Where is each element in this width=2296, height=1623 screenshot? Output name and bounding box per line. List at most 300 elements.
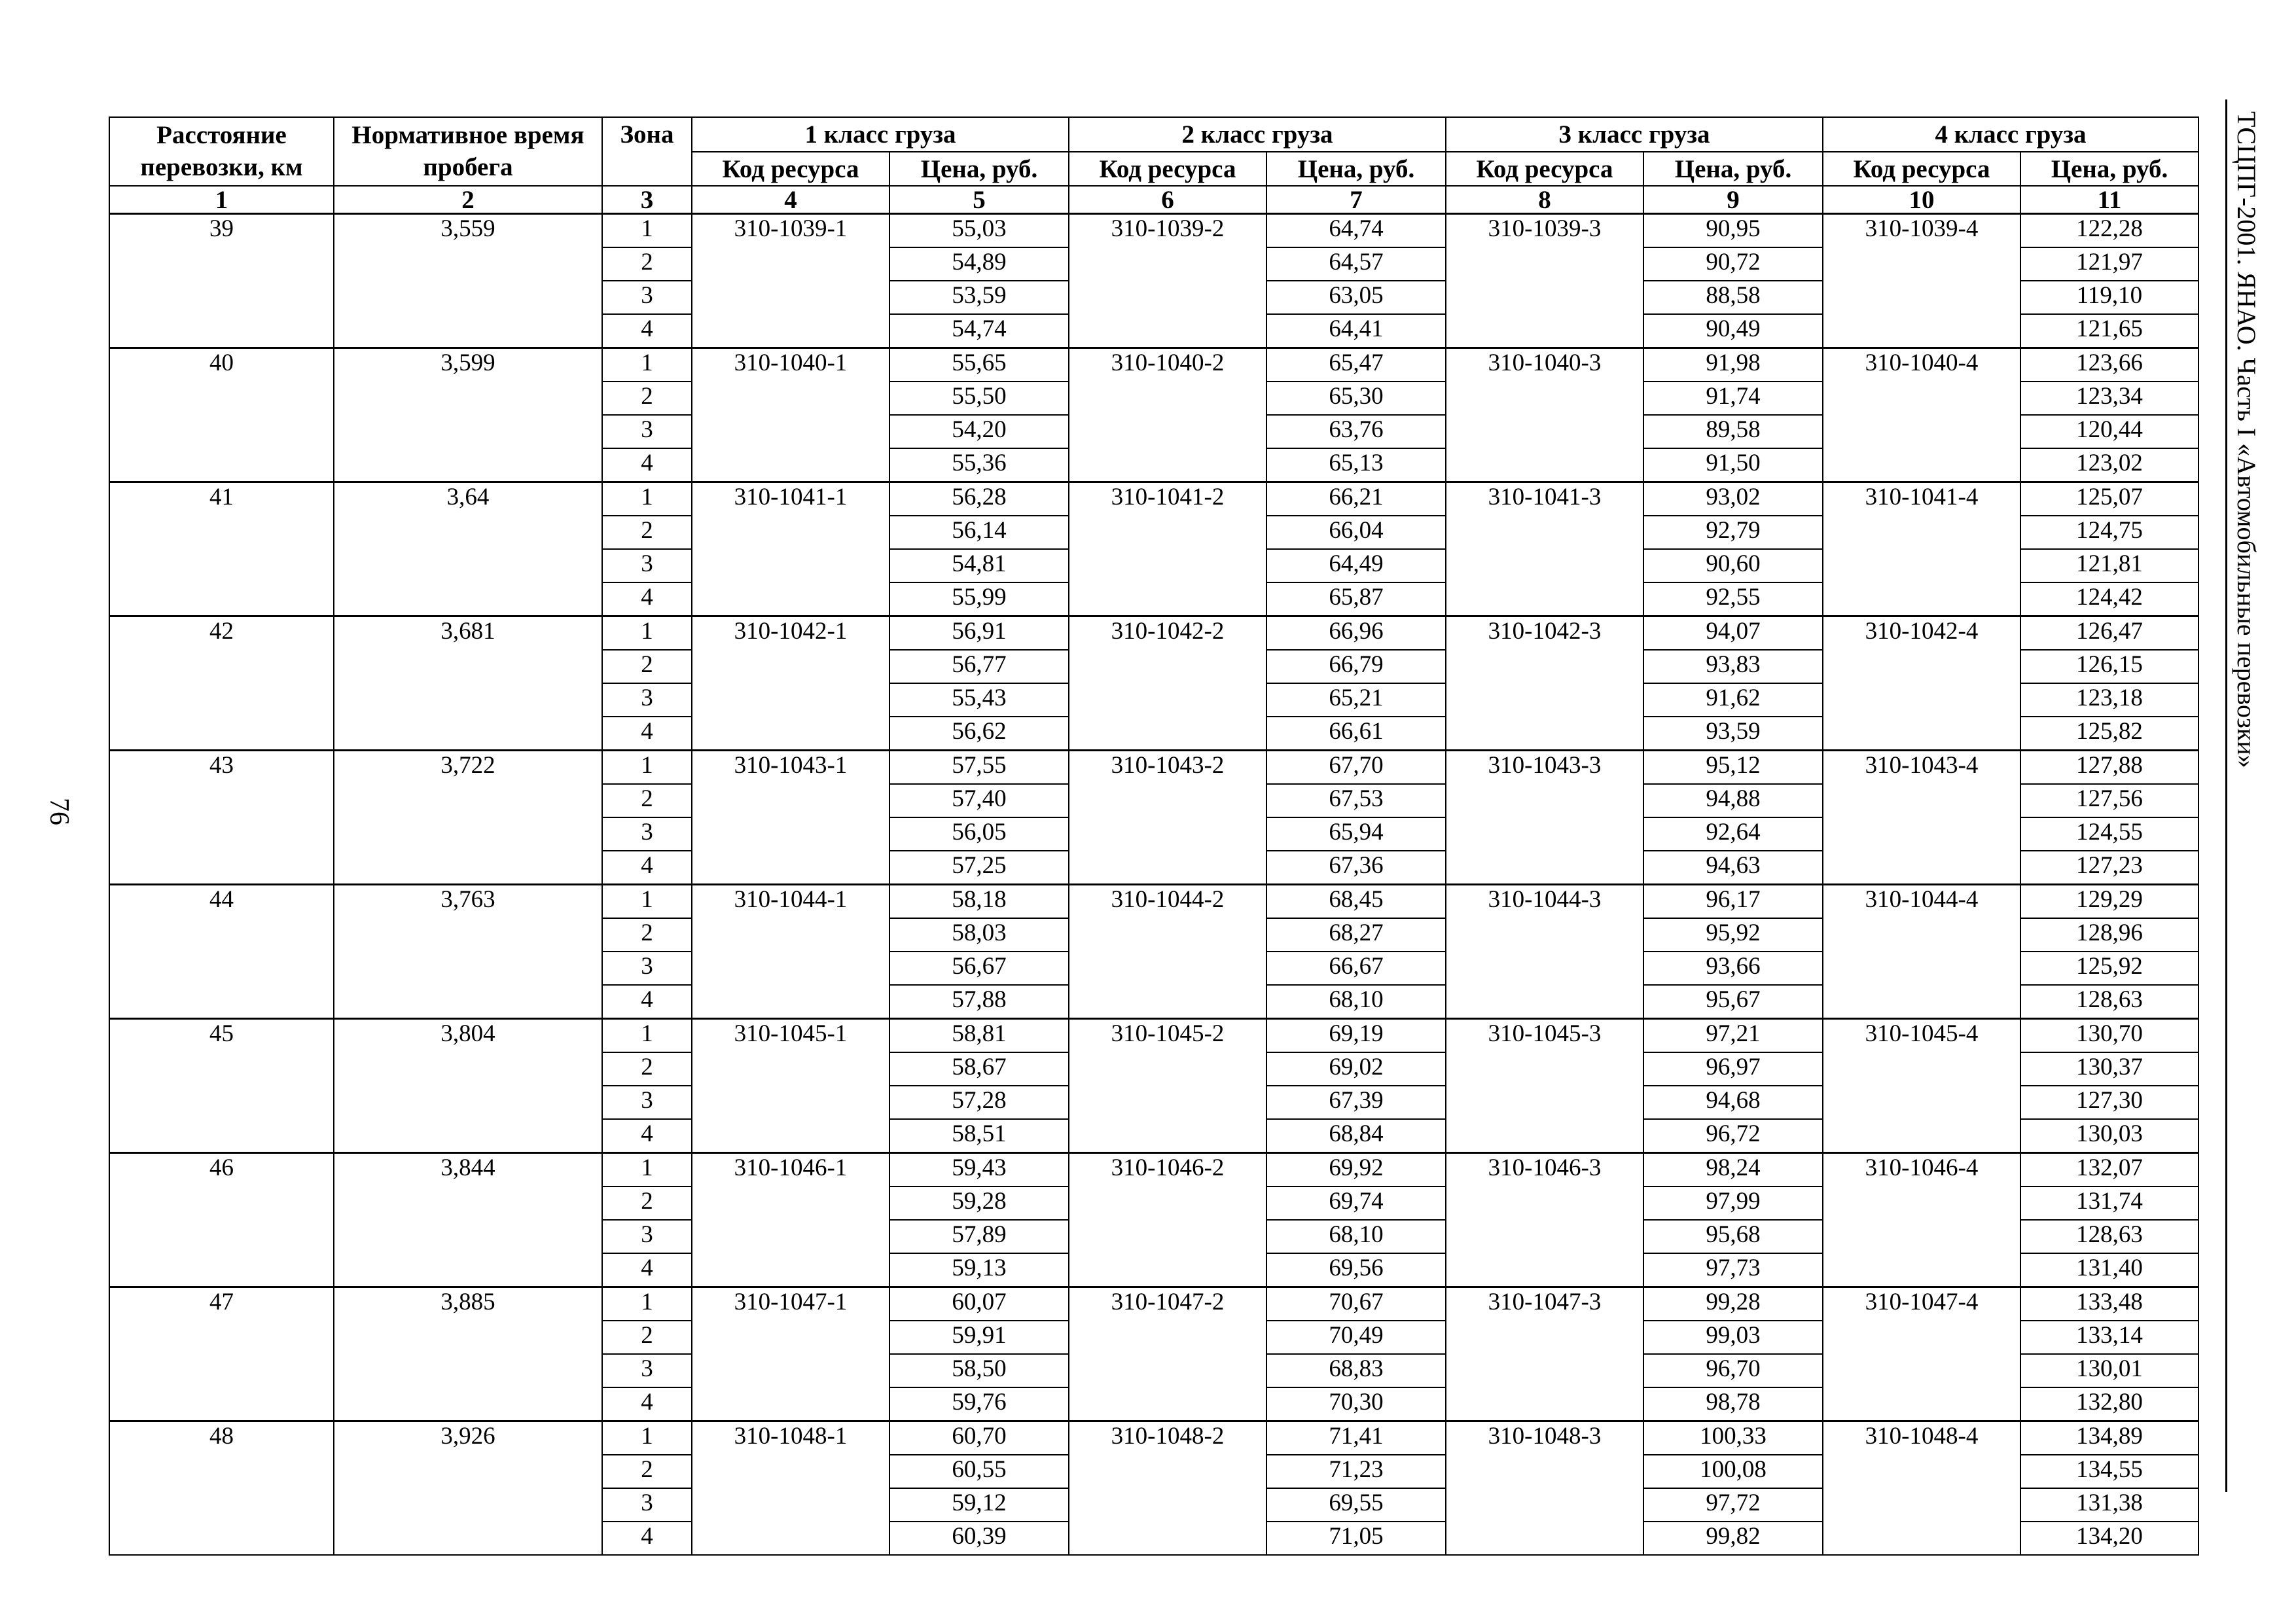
header-zone: Зона [602, 117, 692, 186]
price-cell-class-4: 121,65 [2020, 314, 2198, 348]
code-cell-class-3: 310-1041-3 [1446, 482, 1643, 616]
price-cell-class-1: 56,67 [889, 952, 1069, 985]
zone-cell: 2 [602, 247, 692, 281]
price-cell-class-1: 59,91 [889, 1321, 1069, 1354]
column-number: 5 [889, 186, 1069, 214]
price-cell-class-2: 64,74 [1266, 214, 1446, 248]
price-cell-class-4: 127,56 [2020, 784, 2198, 817]
code-cell-class-4: 310-1043-4 [1823, 751, 2020, 885]
price-cell-class-2: 65,21 [1266, 683, 1446, 717]
table-row [109, 885, 2198, 919]
zone-cell: 1 [602, 1287, 692, 1321]
price-cell-class-4: 124,75 [2020, 516, 2198, 549]
price-cell-class-2: 63,76 [1266, 415, 1446, 448]
price-cell-class-2: 69,02 [1266, 1052, 1446, 1086]
zone-cell: 3 [602, 549, 692, 582]
price-cell-class-3: 92,55 [1643, 582, 1823, 616]
code-cell-class-2: 310-1045-2 [1069, 1019, 1266, 1153]
price-cell-class-1: 59,28 [889, 1186, 1069, 1220]
column-number: 7 [1266, 186, 1446, 214]
zone-cell: 4 [602, 1522, 692, 1555]
zone-cell: 3 [602, 1220, 692, 1253]
column-number-row [109, 186, 2198, 214]
zone-cell: 4 [602, 582, 692, 616]
price-cell-class-1: 59,12 [889, 1488, 1069, 1522]
zone-cell: 3 [602, 1488, 692, 1522]
price-cell-class-2: 68,83 [1266, 1354, 1446, 1387]
price-cell-class-1: 56,05 [889, 817, 1069, 851]
price-cell-class-4: 121,97 [2020, 247, 2198, 281]
price-cell-class-3: 95,12 [1643, 751, 1823, 785]
price-cell-class-4: 130,70 [2020, 1019, 2198, 1053]
price-cell-class-3: 90,95 [1643, 214, 1823, 248]
price-cell-class-3: 89,58 [1643, 415, 1823, 448]
code-cell-class-2: 310-1042-2 [1069, 616, 1266, 751]
price-cell-class-2: 69,55 [1266, 1488, 1446, 1522]
code-cell-class-2: 310-1043-2 [1069, 751, 1266, 885]
zone-cell: 2 [602, 784, 692, 817]
price-cell-class-4: 123,34 [2020, 382, 2198, 415]
price-cell-class-3: 91,50 [1643, 448, 1823, 482]
zone-cell: 3 [602, 952, 692, 985]
price-cell-class-1: 55,99 [889, 582, 1069, 616]
price-cell-class-1: 56,28 [889, 482, 1069, 516]
column-number: 10 [1823, 186, 2020, 214]
header-price: Цена, руб. [1643, 152, 1823, 186]
price-cell-class-1: 55,50 [889, 382, 1069, 415]
zone-cell: 3 [602, 683, 692, 717]
price-cell-class-2: 70,49 [1266, 1321, 1446, 1354]
price-cell-class-2: 67,70 [1266, 751, 1446, 785]
price-cell-class-1: 54,20 [889, 415, 1069, 448]
zone-cell: 2 [602, 1186, 692, 1220]
header-time: Нормативное время пробега [334, 117, 602, 186]
distance-cell: 46 [109, 1153, 334, 1287]
price-cell-class-2: 67,53 [1266, 784, 1446, 817]
zone-cell: 1 [602, 616, 692, 651]
zone-cell: 4 [602, 314, 692, 348]
header-code: Код ресурса [1446, 152, 1643, 186]
zone-cell: 3 [602, 281, 692, 314]
running-header [2220, 111, 2272, 838]
price-cell-class-1: 58,81 [889, 1019, 1069, 1053]
distance-cell: 40 [109, 348, 334, 482]
price-cell-class-4: 131,40 [2020, 1253, 2198, 1287]
header-price: Цена, руб. [2020, 152, 2198, 186]
price-cell-class-3: 97,73 [1643, 1253, 1823, 1287]
zone-cell: 4 [602, 1119, 692, 1153]
price-cell-class-2: 68,10 [1266, 985, 1446, 1019]
header-code: Код ресурса [1069, 152, 1266, 186]
price-cell-class-3: 90,49 [1643, 314, 1823, 348]
zone-cell: 1 [602, 885, 692, 919]
column-number: 3 [602, 186, 692, 214]
price-cell-class-1: 57,40 [889, 784, 1069, 817]
price-cell-class-2: 64,41 [1266, 314, 1446, 348]
price-cell-class-3: 97,72 [1643, 1488, 1823, 1522]
running-header-text: ТСЦПГ-2001. ЯНАО. Часть I «Автомобильные перевозки» [2232, 111, 2261, 768]
price-cell-class-1: 54,89 [889, 247, 1069, 281]
code-cell-class-3: 310-1048-3 [1446, 1421, 1643, 1556]
price-cell-class-1: 58,03 [889, 918, 1069, 952]
price-cell-class-1: 56,77 [889, 650, 1069, 683]
zone-cell: 4 [602, 717, 692, 751]
price-cell-class-1: 60,70 [889, 1421, 1069, 1455]
distance-cell: 39 [109, 214, 334, 348]
price-cell-class-1: 58,50 [889, 1354, 1069, 1387]
table-row [109, 1421, 2198, 1455]
price-cell-class-2: 71,23 [1266, 1455, 1446, 1488]
zone-cell: 2 [602, 918, 692, 952]
header-code: Код ресурса [1823, 152, 2020, 186]
price-cell-class-3: 92,64 [1643, 817, 1823, 851]
price-cell-class-4: 128,96 [2020, 918, 2198, 952]
zone-cell: 2 [602, 1321, 692, 1354]
price-cell-class-4: 123,02 [2020, 448, 2198, 482]
header-rule [2225, 99, 2227, 1492]
table-row [109, 482, 2198, 516]
price-cell-class-3: 99,82 [1643, 1522, 1823, 1555]
code-cell-class-4: 310-1044-4 [1823, 885, 2020, 1019]
code-cell-class-3: 310-1040-3 [1446, 348, 1643, 482]
price-cell-class-1: 56,62 [889, 717, 1069, 751]
table-row [109, 348, 2198, 382]
time-cell: 3,559 [334, 214, 602, 348]
column-number: 1 [109, 186, 334, 214]
time-cell: 3,804 [334, 1019, 602, 1153]
price-cell-class-1: 55,03 [889, 214, 1069, 248]
code-cell-class-1: 310-1039-1 [692, 214, 889, 348]
price-cell-class-3: 96,70 [1643, 1354, 1823, 1387]
code-cell-class-4: 310-1041-4 [1823, 482, 2020, 616]
price-cell-class-4: 131,74 [2020, 1186, 2198, 1220]
price-cell-class-1: 56,14 [889, 516, 1069, 549]
price-cell-class-2: 66,67 [1266, 952, 1446, 985]
price-cell-class-1: 59,76 [889, 1387, 1069, 1421]
zone-cell: 1 [602, 214, 692, 248]
header-price: Цена, руб. [1266, 152, 1446, 186]
price-cell-class-4: 125,82 [2020, 717, 2198, 751]
code-cell-class-3: 310-1039-3 [1446, 214, 1643, 348]
table-body [109, 214, 2198, 1556]
table-row [109, 1287, 2198, 1321]
price-cell-class-2: 70,30 [1266, 1387, 1446, 1421]
price-cell-class-1: 56,91 [889, 616, 1069, 651]
price-cell-class-4: 125,07 [2020, 482, 2198, 516]
code-cell-class-1: 310-1044-1 [692, 885, 889, 1019]
price-cell-class-4: 130,03 [2020, 1119, 2198, 1153]
code-cell-class-4: 310-1039-4 [1823, 214, 2020, 348]
zone-cell: 2 [602, 1455, 692, 1488]
code-cell-class-2: 310-1041-2 [1069, 482, 1266, 616]
table-row [109, 616, 2198, 651]
zone-cell: 4 [602, 985, 692, 1019]
column-number: 2 [334, 186, 602, 214]
price-cell-class-2: 69,74 [1266, 1186, 1446, 1220]
distance-cell: 42 [109, 616, 334, 751]
zone-cell: 2 [602, 1052, 692, 1086]
price-cell-class-4: 132,07 [2020, 1153, 2198, 1187]
price-cell-class-1: 57,55 [889, 751, 1069, 785]
price-cell-class-3: 100,33 [1643, 1421, 1823, 1455]
zone-cell: 1 [602, 1019, 692, 1053]
price-cell-class-3: 91,74 [1643, 382, 1823, 415]
zone-cell: 3 [602, 415, 692, 448]
header-code: Код ресурса [692, 152, 889, 186]
time-cell: 3,926 [334, 1421, 602, 1556]
zone-cell: 3 [602, 817, 692, 851]
price-cell-class-3: 99,03 [1643, 1321, 1823, 1354]
price-cell-class-2: 68,10 [1266, 1220, 1446, 1253]
price-cell-class-4: 119,10 [2020, 281, 2198, 314]
price-cell-class-3: 93,59 [1643, 717, 1823, 751]
price-cell-class-1: 60,55 [889, 1455, 1069, 1488]
price-cell-class-2: 69,19 [1266, 1019, 1446, 1053]
price-cell-class-3: 91,98 [1643, 348, 1823, 382]
price-cell-class-2: 68,45 [1266, 885, 1446, 919]
code-cell-class-1: 310-1047-1 [692, 1287, 889, 1421]
price-cell-class-3: 94,68 [1643, 1086, 1823, 1119]
price-cell-class-4: 133,48 [2020, 1287, 2198, 1321]
code-cell-class-2: 310-1046-2 [1069, 1153, 1266, 1287]
price-cell-class-2: 67,36 [1266, 851, 1446, 885]
price-cell-class-4: 126,15 [2020, 650, 2198, 683]
price-cell-class-1: 53,59 [889, 281, 1069, 314]
price-cell-class-4: 127,30 [2020, 1086, 2198, 1119]
zone-cell: 1 [602, 348, 692, 382]
code-cell-class-1: 310-1046-1 [692, 1153, 889, 1287]
price-cell-class-4: 123,18 [2020, 683, 2198, 717]
column-number: 8 [1446, 186, 1643, 214]
price-cell-class-3: 94,07 [1643, 616, 1823, 651]
code-cell-class-2: 310-1039-2 [1069, 214, 1266, 348]
code-cell-class-2: 310-1047-2 [1069, 1287, 1266, 1421]
header-class-1: 1 класс груза [692, 117, 1069, 152]
price-cell-class-1: 55,65 [889, 348, 1069, 382]
price-cell-class-2: 69,56 [1266, 1253, 1446, 1287]
price-cell-class-3: 96,72 [1643, 1119, 1823, 1153]
price-cell-class-4: 129,29 [2020, 885, 2198, 919]
code-cell-class-1: 310-1042-1 [692, 616, 889, 751]
price-cell-class-3: 90,60 [1643, 549, 1823, 582]
time-cell: 3,64 [334, 482, 602, 616]
price-cell-class-3: 95,68 [1643, 1220, 1823, 1253]
code-cell-class-3: 310-1043-3 [1446, 751, 1643, 885]
distance-cell: 45 [109, 1019, 334, 1153]
price-cell-class-4: 130,01 [2020, 1354, 2198, 1387]
price-cell-class-4: 122,28 [2020, 214, 2198, 248]
zone-cell: 2 [602, 382, 692, 415]
price-cell-class-3: 88,58 [1643, 281, 1823, 314]
price-cell-class-4: 134,20 [2020, 1522, 2198, 1555]
code-cell-class-4: 310-1048-4 [1823, 1421, 2020, 1556]
column-number: 6 [1069, 186, 1266, 214]
price-cell-class-2: 65,30 [1266, 382, 1446, 415]
price-cell-class-3: 96,97 [1643, 1052, 1823, 1086]
price-cell-class-3: 98,24 [1643, 1153, 1823, 1187]
table-row [109, 1153, 2198, 1187]
price-cell-class-3: 94,88 [1643, 784, 1823, 817]
code-cell-class-3: 310-1046-3 [1446, 1153, 1643, 1287]
price-cell-class-4: 128,63 [2020, 1220, 2198, 1253]
price-cell-class-2: 69,92 [1266, 1153, 1446, 1187]
price-cell-class-3: 90,72 [1643, 247, 1823, 281]
price-cell-class-2: 71,05 [1266, 1522, 1446, 1555]
header-class-3: 3 класс груза [1446, 117, 1823, 152]
zone-cell: 2 [602, 650, 692, 683]
price-cell-class-4: 125,92 [2020, 952, 2198, 985]
code-cell-class-3: 310-1045-3 [1446, 1019, 1643, 1153]
header-class-2: 2 класс груза [1069, 117, 1446, 152]
price-cell-class-3: 93,83 [1643, 650, 1823, 683]
zone-cell: 4 [602, 1387, 692, 1421]
zone-cell: 1 [602, 1153, 692, 1187]
price-cell-class-3: 93,02 [1643, 482, 1823, 516]
zone-cell: 3 [602, 1354, 692, 1387]
price-cell-class-2: 65,94 [1266, 817, 1446, 851]
distance-cell: 47 [109, 1287, 334, 1421]
price-cell-class-1: 57,89 [889, 1220, 1069, 1253]
price-cell-class-1: 55,36 [889, 448, 1069, 482]
code-cell-class-3: 310-1044-3 [1446, 885, 1643, 1019]
price-cell-class-3: 93,66 [1643, 952, 1823, 985]
table-row [109, 1019, 2198, 1053]
price-cell-class-2: 68,27 [1266, 918, 1446, 952]
price-cell-class-2: 68,84 [1266, 1119, 1446, 1153]
price-cell-class-2: 66,21 [1266, 482, 1446, 516]
price-cell-class-1: 60,39 [889, 1522, 1069, 1555]
price-cell-class-2: 66,79 [1266, 650, 1446, 683]
zone-cell: 4 [602, 448, 692, 482]
price-cell-class-2: 66,04 [1266, 516, 1446, 549]
price-cell-class-4: 132,80 [2020, 1387, 2198, 1421]
price-cell-class-3: 95,67 [1643, 985, 1823, 1019]
code-cell-class-1: 310-1048-1 [692, 1421, 889, 1556]
price-cell-class-2: 70,67 [1266, 1287, 1446, 1321]
price-cell-class-2: 66,61 [1266, 717, 1446, 751]
price-cell-class-2: 66,96 [1266, 616, 1446, 651]
time-cell: 3,763 [334, 885, 602, 1019]
price-cell-class-1: 59,43 [889, 1153, 1069, 1187]
code-cell-class-4: 310-1047-4 [1823, 1287, 2020, 1421]
price-cell-class-4: 134,89 [2020, 1421, 2198, 1455]
price-cell-class-4: 127,88 [2020, 751, 2198, 785]
column-number: 4 [692, 186, 889, 214]
price-cell-class-2: 65,47 [1266, 348, 1446, 382]
zone-cell: 1 [602, 1421, 692, 1455]
price-cell-class-3: 96,17 [1643, 885, 1823, 919]
header-class-4: 4 класс груза [1823, 117, 2198, 152]
price-cell-class-2: 64,49 [1266, 549, 1446, 582]
code-cell-class-4: 310-1045-4 [1823, 1019, 2020, 1153]
zone-cell: 3 [602, 1086, 692, 1119]
distance-cell: 41 [109, 482, 334, 616]
code-cell-class-4: 310-1046-4 [1823, 1153, 2020, 1287]
price-cell-class-2: 65,13 [1266, 448, 1446, 482]
price-cell-class-4: 131,38 [2020, 1488, 2198, 1522]
code-cell-class-2: 310-1048-2 [1069, 1421, 1266, 1556]
price-cell-class-3: 97,99 [1643, 1186, 1823, 1220]
code-cell-class-1: 310-1040-1 [692, 348, 889, 482]
price-cell-class-1: 57,88 [889, 985, 1069, 1019]
time-cell: 3,885 [334, 1287, 602, 1421]
zone-cell: 2 [602, 516, 692, 549]
table-row [109, 751, 2198, 785]
price-cell-class-4: 123,66 [2020, 348, 2198, 382]
price-cell-class-4: 127,23 [2020, 851, 2198, 885]
price-cell-class-4: 124,55 [2020, 817, 2198, 851]
price-cell-class-1: 55,43 [889, 683, 1069, 717]
price-cell-class-3: 94,63 [1643, 851, 1823, 885]
price-cell-class-3: 100,08 [1643, 1455, 1823, 1488]
price-cell-class-4: 128,63 [2020, 985, 2198, 1019]
code-cell-class-1: 310-1041-1 [692, 482, 889, 616]
zone-cell: 1 [602, 751, 692, 785]
code-cell-class-4: 310-1042-4 [1823, 616, 2020, 751]
price-cell-class-4: 124,42 [2020, 582, 2198, 616]
code-cell-class-3: 310-1042-3 [1446, 616, 1643, 751]
time-cell: 3,681 [334, 616, 602, 751]
price-cell-class-3: 95,92 [1643, 918, 1823, 952]
distance-cell: 43 [109, 751, 334, 885]
code-cell-class-3: 310-1047-3 [1446, 1287, 1643, 1421]
price-cell-class-1: 57,28 [889, 1086, 1069, 1119]
header-distance: Расстояние перевозки, км [109, 117, 334, 186]
price-cell-class-4: 121,81 [2020, 549, 2198, 582]
price-cell-class-2: 63,05 [1266, 281, 1446, 314]
price-cell-class-3: 98,78 [1643, 1387, 1823, 1421]
price-cell-class-4: 133,14 [2020, 1321, 2198, 1354]
price-cell-class-1: 60,07 [889, 1287, 1069, 1321]
price-cell-class-3: 97,21 [1643, 1019, 1823, 1053]
price-cell-class-3: 91,62 [1643, 683, 1823, 717]
distance-cell: 44 [109, 885, 334, 1019]
zone-cell: 1 [602, 482, 692, 516]
table-row [109, 214, 2198, 248]
zone-cell: 4 [602, 851, 692, 885]
price-cell-class-1: 59,13 [889, 1253, 1069, 1287]
price-cell-class-1: 58,51 [889, 1119, 1069, 1153]
price-cell-class-3: 92,79 [1643, 516, 1823, 549]
column-number: 9 [1643, 186, 1823, 214]
distance-cell: 48 [109, 1421, 334, 1556]
code-cell-class-2: 310-1044-2 [1069, 885, 1266, 1019]
price-cell-class-4: 130,37 [2020, 1052, 2198, 1086]
price-cell-class-2: 65,87 [1266, 582, 1446, 616]
zone-cell: 4 [602, 1253, 692, 1287]
price-cell-class-3: 99,28 [1643, 1287, 1823, 1321]
price-cell-class-4: 126,47 [2020, 616, 2198, 651]
price-cell-class-1: 58,18 [889, 885, 1069, 919]
price-cell-class-1: 58,67 [889, 1052, 1069, 1086]
header-price: Цена, руб. [889, 152, 1069, 186]
price-cell-class-4: 120,44 [2020, 415, 2198, 448]
page-number: 76 [44, 798, 74, 825]
price-cell-class-1: 57,25 [889, 851, 1069, 885]
time-cell: 3,844 [334, 1153, 602, 1287]
time-cell: 3,599 [334, 348, 602, 482]
price-cell-class-2: 64,57 [1266, 247, 1446, 281]
price-cell-class-2: 71,41 [1266, 1421, 1446, 1455]
price-cell-class-4: 134,55 [2020, 1455, 2198, 1488]
code-cell-class-1: 310-1043-1 [692, 751, 889, 885]
time-cell: 3,722 [334, 751, 602, 885]
price-cell-class-1: 54,74 [889, 314, 1069, 348]
code-cell-class-4: 310-1040-4 [1823, 348, 2020, 482]
column-number: 11 [2020, 186, 2198, 214]
price-cell-class-1: 54,81 [889, 549, 1069, 582]
code-cell-class-2: 310-1040-2 [1069, 348, 1266, 482]
